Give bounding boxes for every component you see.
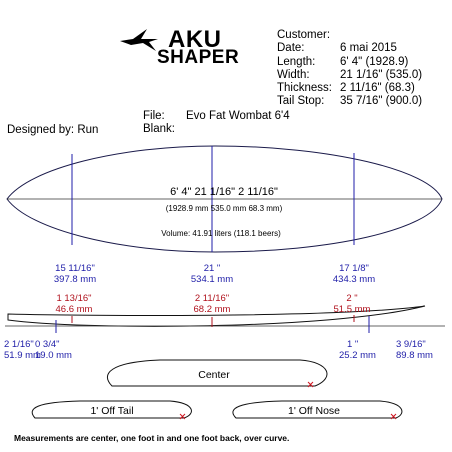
- tail-rocker-in: 2 1/16": [4, 339, 34, 350]
- tail-thickness-in: 1 13/16": [56, 293, 92, 304]
- customer-label: Customer:: [277, 29, 331, 41]
- tail-rocker-mm: 51.9 mm: [4, 350, 41, 361]
- center-thickness-mm: 68.2 mm: [193, 304, 231, 315]
- tail-width-mm: 397.8 mm: [53, 274, 97, 285]
- width-value: 21 1/16" (535.0): [340, 69, 423, 81]
- center-width-mm: 534.1 mm: [190, 274, 234, 285]
- file-value: Evo Fat Wombat 6'4: [186, 110, 290, 122]
- rail-tail-label: 1' Off Tail: [90, 405, 134, 417]
- volume-text: Volume: 41.91 liters (118.1 beers): [161, 229, 281, 238]
- tail-width-in: 15 11/16": [55, 263, 95, 274]
- dims-metric: (1928.9 mm 535.0 mm 68.3 mm): [165, 204, 283, 213]
- length-value: 6' 4" (1928.9): [340, 56, 409, 68]
- nose-width-mm: 434.3 mm: [332, 274, 376, 285]
- dims-imperial: 6' 4" 21 1/16" 2 11/16": [170, 186, 278, 198]
- footer-note: Measurements are center, one foot in and one foot back, over curve.: [14, 433, 290, 443]
- date-label: Date:: [277, 42, 305, 54]
- nose-thickness-mm: 51.5 mm: [333, 304, 371, 315]
- tail-stop-label: Tail Stop:: [277, 95, 325, 107]
- nose-width-in: 17 1/8": [339, 263, 369, 274]
- brand-name: AKU: [168, 26, 222, 53]
- date-value: 6 mai 2015: [340, 42, 397, 54]
- thickness-value: 2 11/16" (68.3): [340, 82, 415, 94]
- nose-rocker-in: 3 9/16": [396, 339, 426, 350]
- tail-thickness-mm: 46.6 mm: [55, 304, 93, 315]
- length-label: Length:: [277, 56, 316, 68]
- tail-in-rocker-in: 0 3/4": [35, 339, 60, 350]
- blank-label: Blank:: [143, 123, 175, 135]
- nose-in-rocker-mm: 25.2 mm: [339, 350, 376, 361]
- center-thickness-in: 2 11/16": [194, 293, 230, 304]
- nose-thickness-in: 2 ": [346, 293, 358, 304]
- nose-in-rocker-in: 1 ": [347, 339, 359, 350]
- nose-rocker-mm: 89.8 mm: [396, 350, 433, 361]
- width-label: Width:: [277, 69, 310, 81]
- tail-in-rocker-mm: 19.0 mm: [35, 350, 72, 361]
- rail-nose-label: 1' Off Nose: [287, 405, 341, 417]
- rail-center-label: Center: [198, 369, 230, 381]
- thickness-label: Thickness:: [277, 82, 332, 94]
- brand-subtitle: SHAPER: [157, 47, 240, 68]
- tail-stop-value: 35 7/16" (900.0): [340, 95, 423, 107]
- designed-by: Designed by: Run: [7, 124, 99, 136]
- center-width-in: 21 ": [203, 263, 221, 274]
- file-label: File:: [143, 110, 165, 122]
